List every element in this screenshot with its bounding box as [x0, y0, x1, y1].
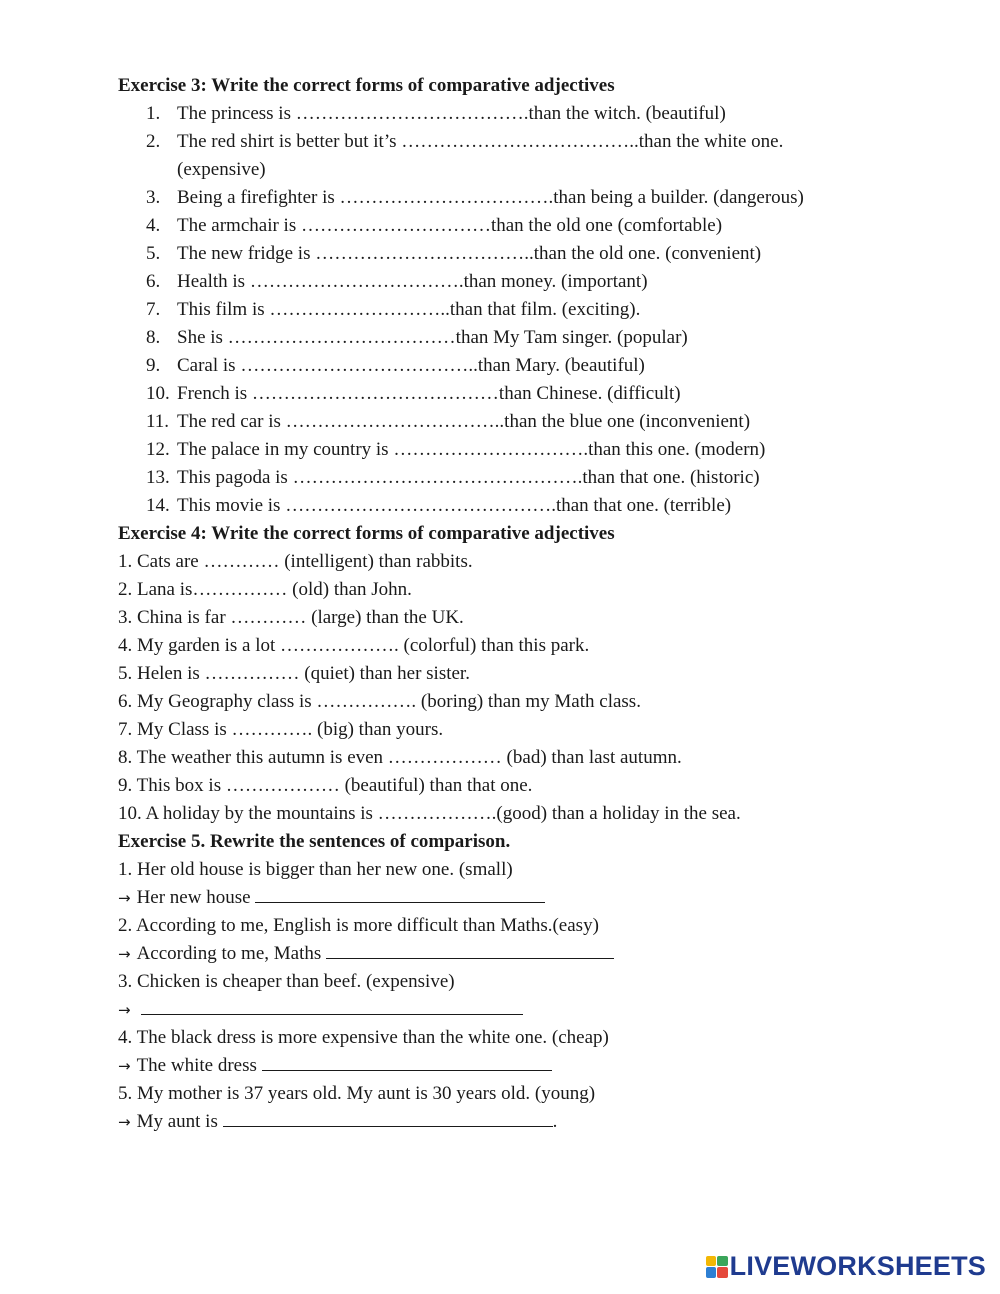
item-number: 7. [146, 299, 161, 320]
item-sentence: The princess is ……………………………….than the witch. (beautiful) [177, 103, 726, 124]
answer-blank[interactable] [141, 996, 523, 1015]
item-sentence: This film is ………………………..than that film. (exciting). [177, 299, 641, 320]
item-number: 4. [146, 215, 161, 236]
answer-prompt: Her new house [136, 887, 251, 908]
exercise3-list [118, 100, 878, 520]
exercise3-item [118, 408, 878, 436]
liveworksheets-logo [706, 1251, 986, 1282]
exercise4-item: 10. A holiday by the mountains is ……………….(good) than a holiday in the sea. [118, 803, 741, 824]
exercise5-list [118, 856, 878, 1136]
exercise3-item [118, 324, 878, 352]
arrow-right-icon: → [118, 1001, 131, 1019]
exercise3-item [118, 436, 878, 464]
exercise3-item [118, 296, 878, 324]
brand-name: LIVEWORKSHEETS [729, 1251, 986, 1281]
item-number: 6. [146, 271, 161, 292]
exercise5-sentence: 3. Chicken is cheaper than beef. (expensive) [118, 971, 455, 992]
item-sentence: This pagoda is ……………………………………….than that one. (historic) [177, 467, 760, 488]
item-number: 13. [146, 467, 170, 488]
item-number: 5. [146, 243, 161, 264]
exercise3-item [118, 380, 878, 408]
exercise5-sentence: 5. My mother is 37 years old. My aunt is 30 years old. (young) [118, 1083, 596, 1104]
exercise5-sentence: 2. According to me, English is more difficult than Maths.(easy) [118, 915, 599, 936]
exercise4-item: 6. My Geography class is ……………. (boring) than my Math class. [118, 691, 641, 712]
arrow-right-icon: → [118, 1057, 131, 1075]
exercise3-item [118, 184, 878, 212]
exercise5-title: Exercise 5. Rewrite the sentences of comparison. [118, 831, 511, 852]
exercise4-item: 1. Cats are ………… (intelligent) than rabbits. [118, 551, 473, 572]
exercise3-item [118, 268, 878, 296]
item-sentence: The red car is ……………………………..than the blue one (inconvenient) [177, 411, 751, 432]
arrow-right-icon: → [118, 889, 131, 907]
item-sentence: French is …………………………………than Chinese. (difficult) [177, 383, 681, 404]
worksheet-page [118, 72, 878, 1136]
item-sentence: The armchair is …………………………than the old one (comfortable) [177, 215, 723, 236]
item-number: 3. [146, 187, 161, 208]
exercise4-title: Exercise 4: Write the correct forms of comparative adjectives [118, 523, 615, 544]
arrow-right-icon: → [118, 1113, 131, 1131]
item-sentence: Being a firefighter is …………………………….than being a builder. (dangerous) [177, 187, 804, 208]
exercise3-item [118, 352, 878, 380]
item-number: 12. [146, 439, 170, 460]
item-sentence: Health is …………………………….than money. (important) [177, 271, 648, 292]
exercise5-answer-line [118, 940, 878, 968]
exercise5-answer-line [118, 1052, 878, 1080]
item-sentence: The red shirt is better but it’s ………………………………..than the white one. (expensive) [177, 131, 784, 180]
item-sentence: This movie is …………………………………….than that one. (terrible) [177, 495, 732, 516]
answer-prompt: The white dress [136, 1055, 257, 1076]
item-sentence: She is ………………………………than My Tam singer. (popular) [177, 327, 688, 348]
liveworksheets-mark-icon [706, 1256, 728, 1278]
exercise4-list [118, 548, 878, 828]
exercise4-item: 5. Helen is …………… (quiet) than her sister. [118, 663, 470, 684]
answer-blank[interactable] [255, 884, 545, 903]
exercise4-item: 2. Lana is…………… (old) than John. [118, 579, 412, 600]
item-number: 10. [146, 383, 170, 404]
answer-blank[interactable] [223, 1108, 553, 1127]
item-sentence: The new fridge is ……………………………..than the old one. (convenient) [177, 243, 762, 264]
exercise3-item [118, 100, 878, 128]
arrow-right-icon: → [118, 945, 131, 963]
exercise3-item [118, 492, 878, 520]
item-number: 1. [146, 103, 161, 124]
exercise5-answer-line [118, 884, 878, 912]
exercise5-sentence: 4. The black dress is more expensive than the white one. (cheap) [118, 1027, 609, 1048]
exercise3-item [118, 240, 878, 268]
exercise4-item: 9. This box is ……………… (beautiful) than that one. [118, 775, 533, 796]
exercise4-item: 4. My garden is a lot ………………. (colorful) than this park. [118, 635, 590, 656]
exercise5-sentence: 1. Her old house is bigger than her new one. (small) [118, 859, 513, 880]
exercise4-item: 3. China is far ………… (large) than the UK. [118, 607, 464, 628]
exercise3-item [118, 212, 878, 240]
answer-blank[interactable] [326, 940, 614, 959]
item-sentence: Caral is ………………………………..than Mary. (beautiful) [177, 355, 645, 376]
exercise4-item: 8. The weather this autumn is even ……………… (bad) than last autumn. [118, 747, 682, 768]
item-number: 9. [146, 355, 161, 376]
exercise3-item [118, 128, 878, 184]
answer-prompt: My aunt is [136, 1111, 218, 1132]
exercise3-item [118, 464, 878, 492]
item-number: 2. [146, 131, 161, 152]
exercise4-item: 7. My Class is …………. (big) than yours. [118, 719, 444, 740]
item-sentence: The palace in my country is ………………………….than this one. (modern) [177, 439, 766, 460]
item-number: 8. [146, 327, 161, 348]
answer-blank[interactable] [262, 1052, 552, 1071]
answer-tail: . [552, 1111, 558, 1132]
exercise5-answer-line [118, 996, 878, 1024]
answer-prompt: According to me, Maths [136, 943, 322, 964]
exercise3-title: Exercise 3: Write the correct forms of comparative adjectives [118, 75, 615, 96]
item-number: 11. [146, 411, 170, 432]
item-number: 14. [146, 495, 170, 516]
exercise5-answer-line [118, 1108, 878, 1136]
